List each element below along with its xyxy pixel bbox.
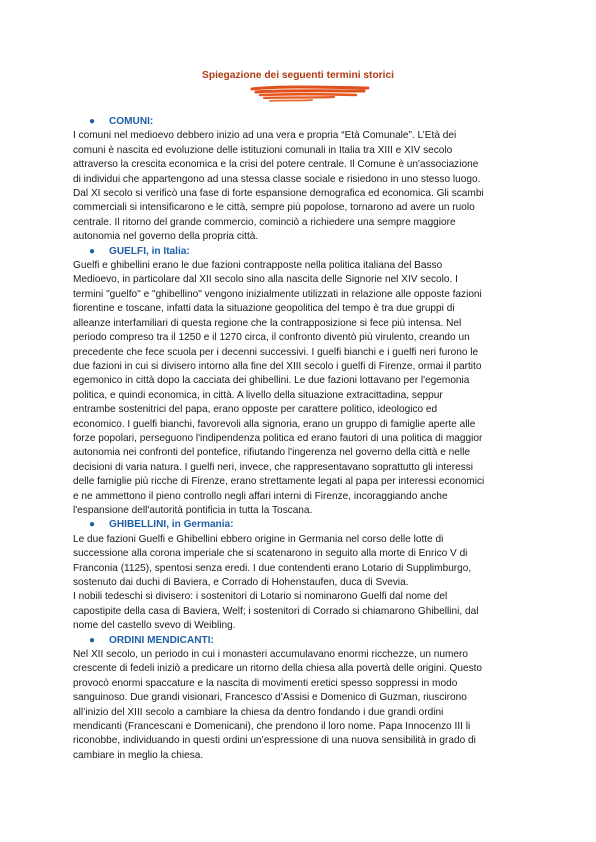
paragraph-line: provocò enormi spaccature e la nascita di movimenti eretici spesso soppressi in modo xyxy=(73,677,458,689)
paragraph-line: Guelfi e ghibellini erano le due fazioni contrapposte nella politica italiana del Basso xyxy=(73,260,443,272)
paragraph-line: crescente di fedeli iniziò a predicare un ritorno della chiesa alla povertà delle origini. Questo xyxy=(73,663,483,675)
section-heading-text: COMUNI: xyxy=(109,116,154,127)
paragraph-line: termini "guelfo" e "ghibellino" vengono inizialmente utilizzati in relazione alle opposte fazioni xyxy=(73,288,482,300)
section-heading xyxy=(73,245,533,259)
paragraph-line: sanguinoso. Due grandi visionari, Francesco d’Assisi e Domenico di Guzman, riuscirono xyxy=(73,692,467,704)
paragraph-line: capostipite della casa di Baviera, Welf; i sostenitori di Corrado si chiamarono Ghibellini, dal xyxy=(73,605,479,617)
orange-scribble-underline xyxy=(248,83,372,105)
paragraph-line: Dal XI secolo si verificò una fase di forte espansione demografica ed economica. Gli scambi xyxy=(73,188,484,200)
paragraph-line: periodo compreso tra il 1250 e il 1270 circa, il confronto diventò più virulento, creando un xyxy=(73,332,470,344)
bullet-icon: ● xyxy=(89,519,96,531)
bullet-icon: ● xyxy=(89,245,96,257)
paragraph-line: entrambe sostenitrici del papa, erano opposte per carattere politico, ideologico ed xyxy=(73,404,438,416)
paragraph-line: riconobbe, individuando in questi ordini un’espressione di una nuova sensibilità in grado di xyxy=(73,735,476,747)
paragraph-line: all’inizio del XIII secolo a cambiare la chiesa da dentro fondando i due grandi ordini xyxy=(73,706,444,718)
paragraph-line: forze popolari, perseguono l'indipendenza politica ed erano fautori di una politica di maggior xyxy=(73,432,483,444)
document-title: Spiegazione dei seguenti termini storici xyxy=(202,70,394,81)
paragraph-line: autonomia nel governo della propria città. xyxy=(73,231,259,243)
paragraph-line: I comuni nel medioevo debbero inizio ad una vera e propria “Età Comunale”. L’Età dei xyxy=(73,130,457,142)
paragraph-line: delle famiglie più ricche di Firenze, erano strettamente legati al papa per interessi economici xyxy=(73,476,485,488)
document-body xyxy=(73,115,533,763)
paragraph-line: Nel XII secolo, un periodo in cui i monasteri accumulavano enormi ricchezze, un numero xyxy=(73,649,468,661)
paragraph-line: due fazioni in cui si divisero intorno alla fine del XIII secolo i guelfi di Firenze, ormai il partito xyxy=(73,360,482,372)
paragraph-line: Franconia (1125), spentosi senza eredi. I due contendenti erano Lotario di Supplimburgo, xyxy=(73,562,472,574)
paragraph-line: alleanze interfamiliari di questa regione che la contrapposizione si fece più intensa. Nel xyxy=(73,317,462,329)
paragraph-line: commerciali si intensificarono e le città, sempre più popolose, tornarono ad avere un ruolo xyxy=(73,202,475,214)
section-heading xyxy=(73,115,533,129)
paragraph-line: cambiare in meglio la chiesa. xyxy=(73,749,204,761)
paragraph-line: successione alla corona imperiale che si scatenarono in seguito alla morte di Enrico V di xyxy=(73,548,468,560)
paragraph-line: decisioni di varia natura. I guelfi neri, invece, che rappresentavano soprattutto gli interessi xyxy=(73,461,474,473)
section-paragraph xyxy=(73,533,533,634)
paragraph-line: precedente che fece scuola per i decenni successivi. I guelfi bianchi e i guelfi neri furono le xyxy=(73,346,479,358)
bullet-icon: ● xyxy=(89,116,96,127)
paragraph-line: Le due fazioni Guelfi e Ghibellini ebbero origine in Germania nel corso delle lotte di xyxy=(73,533,444,545)
paragraph-line: di individui che appartengono ad una stessa classe sociale e risiedono in uno stesso luogo. xyxy=(73,173,481,185)
paragraph-line: mendicanti (Francescani e Domenicani), che prendono il loro nome. Papa Innocenzo III li xyxy=(73,721,471,733)
section-paragraph xyxy=(73,129,533,244)
section-paragraph xyxy=(73,259,533,518)
paragraph-line: autonomia nei confronti del pontefice, rifiutando l'ingerenza nel governo della città e nelle xyxy=(73,447,470,459)
bullet-icon: ● xyxy=(89,634,96,646)
section-heading-text: GHIBELLINI, in Germania: xyxy=(109,519,234,531)
paragraph-line: l'espansione dell'autorità pontificia in tutta la Toscana. xyxy=(73,504,313,516)
paragraph-line: attraverso la crescita economica e la crisi del potere centrale. Il Comune è un'associazione xyxy=(73,159,479,171)
section-heading-text: ORDINI MENDICANTI: xyxy=(109,634,214,646)
paragraph-line: economico. I guelfi bianchi, favorevoli alla signoria, erano un gruppo di famiglie aperte alle xyxy=(73,418,476,430)
paragraph-line: centrale. Il ritorno del grande commercio, cominciò a richiedere una sempre maggiore xyxy=(73,216,456,228)
paragraph-line: e ne ammettono il pieno controllo negli affari interni di Firenze, incoraggiando anche xyxy=(73,490,448,502)
paragraph-line: egemonico in città dopo la cacciata dei ghibellini. Le due fazioni lottavano per l'egemonia xyxy=(73,375,470,387)
paragraph-line: I nobili tedeschi si divisero: i sostenitori di Lotario si nominarono Guelfi dal nome del xyxy=(73,591,448,603)
paragraph-line: fiorentine e toscane, infatti data la situazione geopolitica del tempo è tra due gruppi di xyxy=(73,303,455,315)
paragraph-line: sostenuto dai duchi di Baviera, e Corrado di Hohenstaufen, duca di Svevia. xyxy=(73,577,409,588)
section-heading xyxy=(73,518,533,532)
section-heading xyxy=(73,634,533,648)
paragraph-line: Medioevo, in particolare dal XII secolo sino alla nascita delle Signorie nel XIV secolo. I xyxy=(73,274,458,286)
section-paragraph xyxy=(73,648,533,763)
section-heading-text: GUELFI, in Italia: xyxy=(109,245,190,257)
paragraph-line: comuni è nascita ed evoluzione delle istituzioni comunali in Italia tra XIII e XIV secolo xyxy=(73,144,453,156)
paragraph-line: politica, e quindi economica, in città. A livello della situazione extracittadina, seppur xyxy=(73,389,443,401)
paragraph-line: nome del castello svevo di Weibling. xyxy=(73,620,236,632)
